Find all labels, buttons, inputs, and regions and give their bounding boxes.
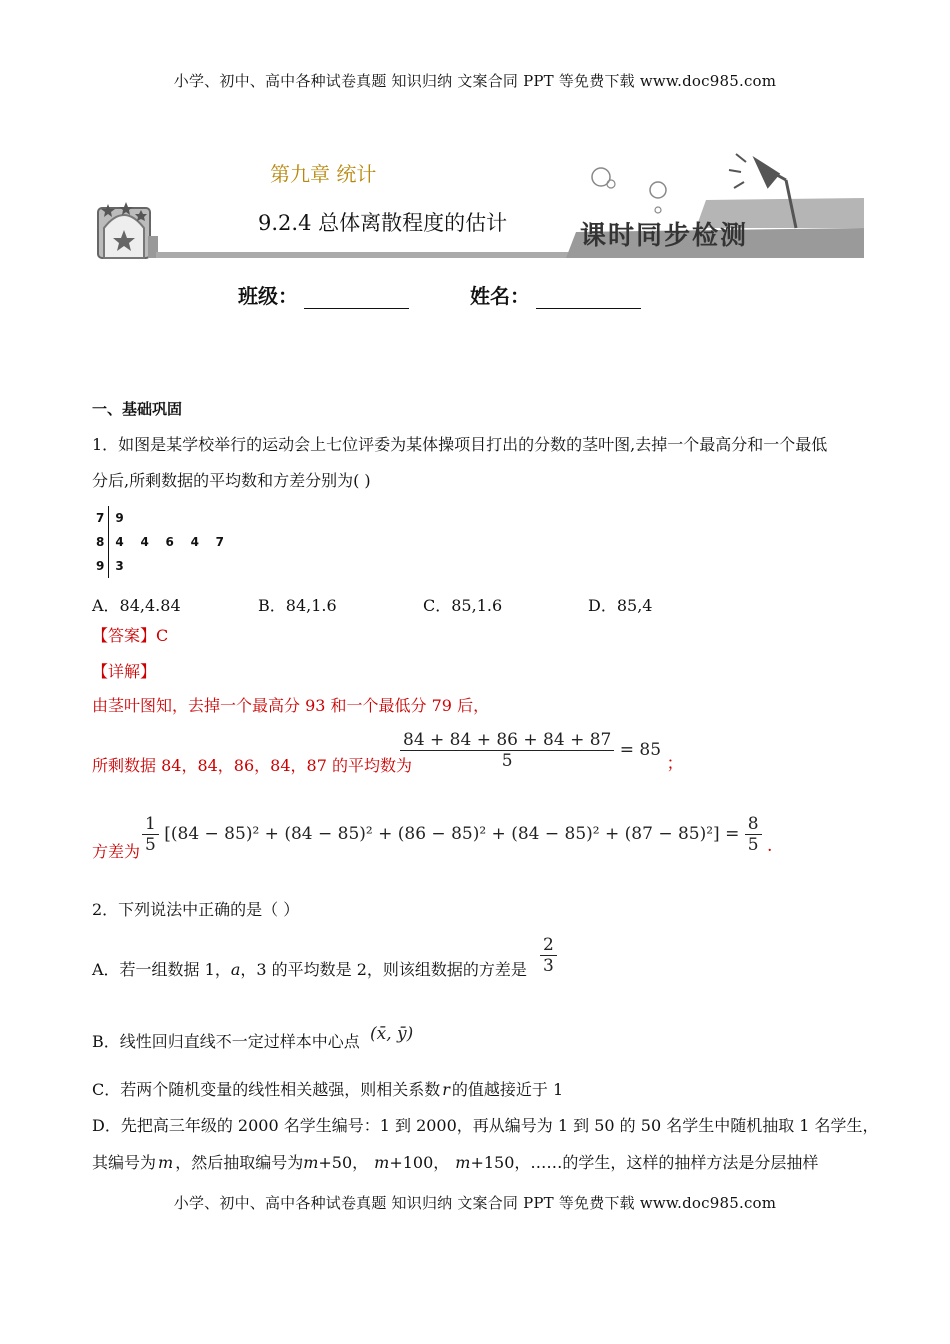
q2-a-prefix: A．若一组数据 1， (92, 960, 231, 979)
q1-explanation-3: 方差为 (92, 842, 141, 861)
q2-option-d-line2 (92, 1155, 818, 1171)
q2-c-suffix: 的值越接近于 1 (451, 1080, 564, 1099)
q2-a-var: a (230, 960, 241, 979)
leaf-digit: 4 (140, 535, 149, 549)
stem: 9 (90, 554, 109, 578)
page-header: 小学、初中、高中各种试卷真题 知识归纳 文案合同 PPT 等免费下载 www.doc985.com (173, 72, 777, 90)
q2-d-m: m (374, 1153, 390, 1172)
variance-result (745, 814, 762, 855)
q1-line1: 1．如图是某学校举行的运动会上七位评委为某体操项目打出的分数的茎叶图,去掉一个最高分和一个最低 (92, 435, 828, 454)
q2-c-var: r (442, 1080, 450, 1099)
q2-d-m: m (158, 1153, 174, 1172)
q1-detail-label: 【详解】 (92, 662, 157, 681)
q2-d-m: m (303, 1153, 319, 1172)
leaf: 3 (115, 559, 124, 573)
leaf-digit: 4 (190, 535, 199, 549)
variance-coef-den: 5 (145, 835, 156, 855)
name-label: 姓名： (470, 284, 530, 308)
class-blank[interactable] (304, 288, 409, 309)
q2-c-prefix: C．若两个随机变量的线性相关越强，则相关系数 (92, 1080, 441, 1099)
q1-explanation-1: 由茎叶图知，去掉一个最高分 93 和一个最低分 79 后， (92, 696, 490, 715)
variance-coef-num: 1 (142, 814, 159, 835)
q1-option-a[interactable]: A．84,4.84 (92, 596, 181, 615)
q1-explanation-2: 所剩数据 84，84，86，84，87 的平均数为 (92, 756, 412, 775)
q2-stem: 2．下列说法中正确的是（ ） (92, 900, 300, 919)
q1-answer: 【答案】C (92, 626, 169, 645)
q2-a-den: 3 (543, 956, 554, 976)
stem-leaf-plot (90, 506, 230, 578)
leaf (109, 530, 230, 554)
q2-d-d: +100， (389, 1153, 450, 1172)
leaf-digit: 6 (165, 535, 174, 549)
q1-option-d[interactable]: D．85,4 (588, 596, 653, 615)
q1-line2: 分后,所剩数据的平均数和方差分别为( ) (92, 471, 371, 490)
q1-exp3-suffix: . (766, 836, 773, 856)
name-field[interactable] (470, 280, 641, 309)
q2-d-line1: D．先把高三年级的 2000 名学生编号：1 到 2000，再从编号为 1 到 50 的 50 名学生中随机抽取 1 名学生， (92, 1116, 879, 1135)
q2-d-e: +150，……的学生，这样的抽样方法是分层抽样 (470, 1153, 819, 1172)
q1-option-b[interactable]: B．84,1.6 (258, 596, 337, 615)
chapter-title: 第九章 统计 (270, 162, 377, 186)
stem-row (90, 506, 230, 530)
q1-exp2-suffix: ； (666, 754, 684, 774)
q2-d-b: ，然后抽取编号为 (175, 1153, 304, 1172)
q2-option-d[interactable] (92, 1118, 879, 1134)
q1-option-c[interactable]: C．85,1.6 (423, 596, 503, 615)
mean-denominator: 5 (501, 751, 513, 771)
mean-numerator: 84 + 84 + 86 + 84 + 87 (400, 730, 614, 751)
star-badge-icon (98, 202, 158, 258)
variance-coef (142, 814, 159, 855)
banner (96, 140, 864, 265)
q2-a-mid: ，3 的平均数是 2，则该组数据的方差是 (240, 960, 527, 979)
section-title: 一、基础巩固 (92, 400, 183, 418)
name-blank[interactable] (536, 288, 641, 309)
class-label: 班级： (238, 284, 298, 308)
q2-b-point: (x̄, ȳ) (370, 1024, 414, 1044)
leaf-digit: 4 (115, 535, 124, 549)
stem-row (90, 530, 230, 554)
q2-a-num: 2 (540, 935, 557, 956)
variance-formula (142, 814, 772, 856)
leaf: 9 (115, 511, 124, 525)
stem-row (90, 554, 230, 578)
q2-option-a[interactable] (92, 962, 527, 978)
two-thirds-fraction (540, 935, 557, 976)
q2-d-c: +50， (318, 1153, 369, 1172)
variance-result-num: 8 (745, 814, 762, 835)
q2-a-fraction (540, 935, 557, 976)
variance-result-den: 5 (747, 835, 759, 855)
mean-formula (400, 730, 683, 774)
banner-tag: 课时同步检测 (580, 221, 749, 251)
q2-d-a: 其编号为 (92, 1153, 157, 1172)
lesson-title: 9.2.4 总体离散程度的估计 (258, 211, 508, 235)
q2-d-m: m (455, 1153, 471, 1172)
mean-fraction (400, 730, 614, 771)
q2-option-b[interactable] (92, 1034, 360, 1050)
mean-result: = 85 (619, 740, 662, 760)
class-field[interactable] (238, 280, 409, 309)
stem: 7 (90, 506, 109, 530)
page-footer: 小学、初中、高中各种试卷真题 知识归纳 文案合同 PPT 等免费下载 www.doc985.com (173, 1194, 777, 1212)
stem: 8 (90, 530, 109, 554)
q2-option-c[interactable] (92, 1082, 563, 1098)
q2-b-text: B．线性回归直线不一定过样本中心点 (92, 1032, 360, 1051)
leaf-digit: 7 (215, 535, 225, 549)
variance-body: [(84 − 85)² + (84 − 85)² + (86 − 85)² + (84 − 85)² + (87 − 85)²] = (164, 824, 740, 844)
banner-graphic (96, 140, 864, 265)
